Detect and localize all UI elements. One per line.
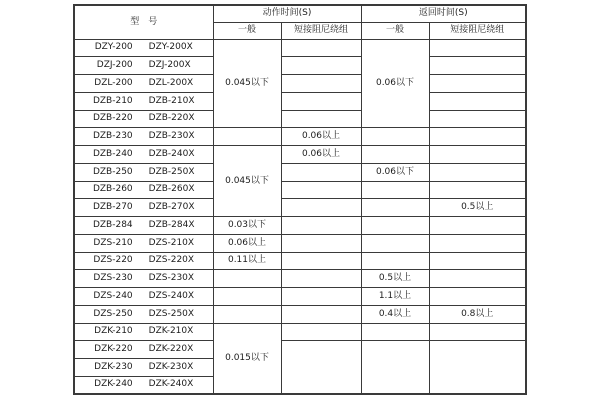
model-cell (74, 234, 213, 252)
return-damping-cell (429, 270, 526, 288)
action-general-cell: 0.045以下 (213, 39, 281, 128)
model-name-x: DZK-230X (148, 361, 194, 372)
return-general-cell (361, 146, 429, 164)
model-name-x: DZS-220X (148, 255, 195, 266)
table-row (74, 110, 526, 128)
action-damping-cell (281, 305, 361, 323)
action-general-cell: 0.015以下 (213, 323, 281, 394)
relay-spec-table (73, 4, 527, 395)
model-cell (74, 39, 213, 57)
action-damping-cell (281, 39, 361, 57)
model-name-x: DZB-230X (148, 131, 195, 142)
return-damping-cell (429, 57, 526, 75)
model-cell (74, 270, 213, 288)
model-cell (74, 92, 213, 110)
action-damping-cell (281, 163, 361, 181)
header-row-1 (74, 5, 526, 22)
model-name: DZS-220 (93, 255, 133, 266)
return-general-cell (361, 323, 429, 341)
return-general-cell: 0.06以下 (361, 39, 429, 128)
action-general-cell: 0.03以下 (213, 217, 281, 235)
return-damping-cell (429, 288, 526, 306)
model-name: DZK-210 (94, 326, 133, 337)
action-general-cell: 0.06以上 (213, 234, 281, 252)
return-damping-cell (429, 163, 526, 181)
table-row (74, 181, 526, 199)
model-name: DZL-200 (94, 77, 133, 88)
table-row (74, 146, 526, 164)
model-cell (74, 305, 213, 323)
model-name-x: DZS-230X (148, 273, 195, 284)
model-name-x: DZB-210X (148, 95, 195, 106)
action-damping-cell (281, 57, 361, 75)
return-damping-cell (429, 181, 526, 199)
model-cell (74, 75, 213, 93)
action-damping-cell (281, 288, 361, 306)
model-name-x: DZY-200X (148, 42, 193, 53)
model-cell (74, 217, 213, 235)
model-cell (74, 128, 213, 146)
model-header-cell: 型 号 (74, 5, 213, 39)
return-time-header: 返回时间(S) (361, 5, 526, 22)
return-general-cell (361, 128, 429, 146)
return-general-cell (361, 234, 429, 252)
return-general-cell (361, 217, 429, 235)
model-name: DZS-250 (93, 308, 133, 319)
table-row (74, 39, 526, 57)
action-damping-cell (281, 234, 361, 252)
model-cell (74, 110, 213, 128)
model-name: DZB-230 (92, 131, 133, 142)
model-name: DZB-220 (92, 113, 133, 124)
action-general-subheader: 一般 (213, 22, 281, 39)
action-damping-cell (281, 110, 361, 128)
action-general-cell (213, 288, 281, 306)
model-name: DZS-240 (93, 290, 133, 301)
return-general-cell: 0.5以上 (361, 270, 429, 288)
model-name: DZB-240 (92, 148, 133, 159)
model-name-x: DZS-210X (148, 237, 195, 248)
action-damping-cell (281, 199, 361, 217)
model-name-x: DZB-284X (148, 219, 195, 230)
return-damping-cell (429, 128, 526, 146)
table-row (74, 199, 526, 217)
table-row (74, 234, 526, 252)
model-name-x: DZB-270X (148, 202, 195, 213)
model-name: DZY-200 (94, 42, 133, 53)
action-damping-subheader: 短接阻尼绕组 (281, 22, 361, 39)
model-name: DZJ-200 (96, 60, 133, 71)
model-name: DZB-250 (92, 166, 133, 177)
model-name-x: DZB-250X (148, 166, 195, 177)
model-cell (74, 199, 213, 217)
table-row (74, 92, 526, 110)
model-cell (74, 252, 213, 270)
model-name: DZB-260 (92, 184, 133, 195)
model-name-x: DZJ-200X (148, 60, 191, 71)
return-general-cell: 0.4以上 (361, 305, 429, 323)
table-row (74, 288, 526, 306)
model-cell (74, 323, 213, 341)
return-damping-cell (429, 217, 526, 235)
return-damping-cell (429, 110, 526, 128)
return-damping-cell (429, 323, 526, 341)
action-general-cell (213, 128, 281, 146)
action-damping-cell (281, 75, 361, 93)
model-cell (74, 359, 213, 377)
action-damping-cell: 0.06以上 (281, 128, 361, 146)
table-row (74, 341, 526, 359)
model-name-x: DZB-220X (148, 113, 195, 124)
return-damping-cell (429, 146, 526, 164)
action-damping-cell (281, 323, 361, 341)
action-general-cell: 0.045以下 (213, 146, 281, 217)
model-name-x: DZB-240X (148, 148, 195, 159)
action-damping-cell (281, 181, 361, 199)
return-general-cell (361, 181, 429, 199)
return-damping-cell (429, 75, 526, 93)
action-general-cell (213, 270, 281, 288)
model-name: DZB-210 (92, 95, 133, 106)
table-row (74, 163, 526, 181)
action-time-header: 动作时间(S) (213, 5, 361, 22)
model-name-x: DZL-200X (148, 77, 194, 88)
action-damping-cell (281, 92, 361, 110)
action-damping-cell (281, 252, 361, 270)
model-name-x: DZS-250X (148, 308, 195, 319)
action-damping-cell (281, 341, 361, 394)
action-general-cell: 0.11以上 (213, 252, 281, 270)
table-row (74, 270, 526, 288)
model-cell (74, 341, 213, 359)
model-cell (74, 376, 213, 394)
return-general-subheader: 一般 (361, 22, 429, 39)
table-row (74, 57, 526, 75)
table-row (74, 75, 526, 93)
model-name: DZK-220 (94, 344, 133, 355)
action-general-cell (213, 305, 281, 323)
model-name: DZS-210 (93, 237, 133, 248)
model-cell (74, 288, 213, 306)
model-name: DZB-270 (92, 202, 133, 213)
return-general-cell: 1.1以上 (361, 288, 429, 306)
model-cell (74, 146, 213, 164)
table-row (74, 128, 526, 146)
model-name-x: DZK-210X (148, 326, 194, 337)
return-damping-cell: 0.8以上 (429, 305, 526, 323)
model-cell (74, 181, 213, 199)
return-damping-cell: 0.5以上 (429, 199, 526, 217)
table-row (74, 252, 526, 270)
model-name: DZK-240 (94, 379, 133, 390)
table-row (74, 305, 526, 323)
model-name-x: DZS-240X (148, 290, 195, 301)
table-row (74, 323, 526, 341)
model-cell (74, 57, 213, 75)
model-name-x: DZB-260X (148, 184, 195, 195)
return-damping-subheader: 短接阻尼绕组 (429, 22, 526, 39)
return-damping-cell (429, 341, 526, 394)
action-damping-cell (281, 217, 361, 235)
action-damping-cell: 0.06以上 (281, 146, 361, 164)
model-name: DZK-230 (94, 361, 133, 372)
model-name: DZB-284 (92, 219, 133, 230)
return-general-cell (361, 199, 429, 217)
table-row (74, 217, 526, 235)
return-general-cell: 0.06以下 (361, 163, 429, 181)
return-damping-cell (429, 39, 526, 57)
return-damping-cell (429, 234, 526, 252)
model-name-x: DZK-220X (148, 344, 194, 355)
action-damping-cell (281, 270, 361, 288)
return-general-cell (361, 341, 429, 394)
model-cell (74, 163, 213, 181)
return-damping-cell (429, 252, 526, 270)
model-name-x: DZK-240X (148, 379, 194, 390)
model-name: DZS-230 (93, 273, 133, 284)
return-general-cell (361, 252, 429, 270)
return-damping-cell (429, 92, 526, 110)
